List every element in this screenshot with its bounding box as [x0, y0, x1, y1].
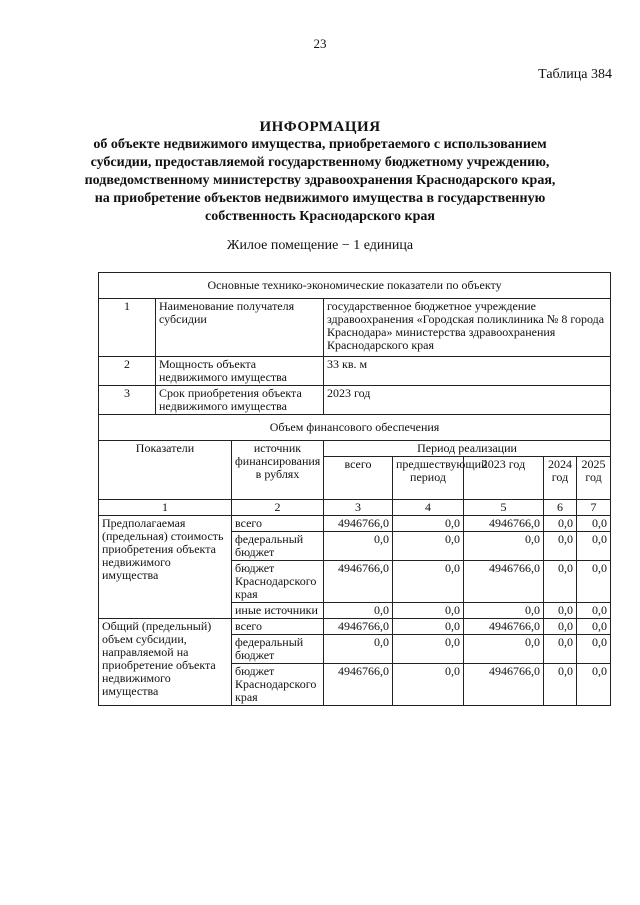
- table-row: [99, 619, 611, 635]
- document-title: [80, 118, 560, 226]
- y2023-cell: 0,0: [464, 635, 544, 664]
- previous-cell: 0,0: [393, 516, 464, 532]
- total-cell: 4946766,0: [324, 664, 393, 706]
- col-2024-header: 2024 год: [544, 457, 577, 500]
- y2024-cell: 0,0: [544, 561, 577, 603]
- object-subtitle: Жилое помещение − 1 единица: [226, 238, 414, 253]
- row-value: государственное бюджетное учреждение здравоохранения «Городская поликлиника № 8 города Краснодара» министерства здравоохранения Краснодарского края: [324, 299, 611, 357]
- previous-cell: 0,0: [393, 635, 464, 664]
- y2024-cell: 0,0: [544, 532, 577, 561]
- col-indicators-header: Показатели: [99, 441, 232, 500]
- y2025-cell: 0,0: [577, 603, 611, 619]
- y2023-cell: 4946766,0: [464, 664, 544, 706]
- group-label: Предполагаемая (предельная) стоимость приобретения объекта недвижимого имущества: [99, 516, 232, 619]
- title-line: на приобретение объектов недвижимого имущества в государственную: [94, 191, 546, 206]
- y2023-cell: 4946766,0: [464, 516, 544, 532]
- y2025-cell: 0,0: [577, 664, 611, 706]
- y2024-cell: 0,0: [544, 516, 577, 532]
- previous-cell: 0,0: [393, 532, 464, 561]
- y2024-cell: 0,0: [544, 635, 577, 664]
- row-number: 2: [99, 357, 156, 386]
- col-number: 5: [464, 500, 544, 516]
- section1-header-row: [99, 273, 611, 299]
- previous-cell: 0,0: [393, 561, 464, 603]
- col-period-header: Период реализации: [324, 441, 611, 457]
- source-cell: федеральный бюджет: [232, 635, 324, 664]
- total-cell: 0,0: [324, 635, 393, 664]
- source-cell: всего: [232, 516, 324, 532]
- title-line: об объекте недвижимого имущества, приобретаемого с использованием: [93, 137, 547, 152]
- row-value: 33 кв. м: [324, 357, 611, 386]
- table-row: [99, 516, 611, 532]
- table-row: [99, 299, 611, 357]
- y2024-cell: 0,0: [544, 664, 577, 706]
- source-cell: иные источники: [232, 603, 324, 619]
- col-source-header: источник финансирования в рублях: [232, 441, 324, 500]
- col-2025-header: 2025 год: [577, 457, 611, 500]
- source-cell: бюджет Краснодарского края: [232, 664, 324, 706]
- section1-header: Основные технико-экономические показатели по объекту: [99, 273, 611, 299]
- table-row: [99, 386, 611, 415]
- group-label: Общий (предельный) объем субсидии, направляемой на приобретение объекта недвижимого имущества: [99, 619, 232, 706]
- y2024-cell: 0,0: [544, 619, 577, 635]
- previous-cell: 0,0: [393, 603, 464, 619]
- row-number: 1: [99, 299, 156, 357]
- total-cell: 4946766,0: [324, 516, 393, 532]
- page-number: 23: [313, 36, 327, 51]
- col-previous-header: предшествующий период: [393, 457, 464, 500]
- y2024-cell: 0,0: [544, 603, 577, 619]
- title-line: подведомственному министерству здравоохранения Краснодарского края,: [84, 173, 556, 188]
- column-header-row: [99, 441, 611, 457]
- y2025-cell: 0,0: [577, 619, 611, 635]
- y2023-cell: 0,0: [464, 532, 544, 561]
- row-label: Срок приобретения объекта недвижимого имущества: [156, 386, 324, 415]
- table-row: [99, 357, 611, 386]
- y2023-cell: 4946766,0: [464, 561, 544, 603]
- source-cell: федеральный бюджет: [232, 532, 324, 561]
- section2-header-row: [99, 415, 611, 441]
- y2023-cell: 0,0: [464, 603, 544, 619]
- y2025-cell: 0,0: [577, 532, 611, 561]
- total-cell: 0,0: [324, 532, 393, 561]
- title-line: субсидии, предоставляемой государственному бюджетному учреждению,: [90, 155, 550, 170]
- row-value: 2023 год: [324, 386, 611, 415]
- col-number: 6: [544, 500, 577, 516]
- total-cell: 4946766,0: [324, 619, 393, 635]
- col-total-header: всего: [324, 457, 393, 500]
- source-cell: бюджет Краснодарского края: [232, 561, 324, 603]
- previous-cell: 0,0: [393, 619, 464, 635]
- row-label: Мощность объекта недвижимого имущества: [156, 357, 324, 386]
- column-number-row: [99, 500, 611, 516]
- info-table: [98, 272, 611, 706]
- col-number: 4: [393, 500, 464, 516]
- previous-cell: 0,0: [393, 664, 464, 706]
- y2025-cell: 0,0: [577, 635, 611, 664]
- title-line: собственность Краснодарского края: [205, 209, 435, 224]
- total-cell: 0,0: [324, 603, 393, 619]
- col-number: 3: [324, 500, 393, 516]
- title-heading: ИНФОРМАЦИЯ: [259, 119, 381, 135]
- total-cell: 4946766,0: [324, 561, 393, 603]
- y2025-cell: 0,0: [577, 561, 611, 603]
- col-number: 7: [577, 500, 611, 516]
- source-cell: всего: [232, 619, 324, 635]
- y2023-cell: 4946766,0: [464, 619, 544, 635]
- col-2023-header: 2023 год: [464, 457, 544, 500]
- row-label: Наименование получателя субсидии: [156, 299, 324, 357]
- section2-header: Объем финансового обеспечения: [99, 415, 611, 441]
- row-number: 3: [99, 386, 156, 415]
- col-number: 2: [232, 500, 324, 516]
- y2025-cell: 0,0: [577, 516, 611, 532]
- col-number: 1: [99, 500, 232, 516]
- table-label: Таблица 384: [538, 67, 612, 82]
